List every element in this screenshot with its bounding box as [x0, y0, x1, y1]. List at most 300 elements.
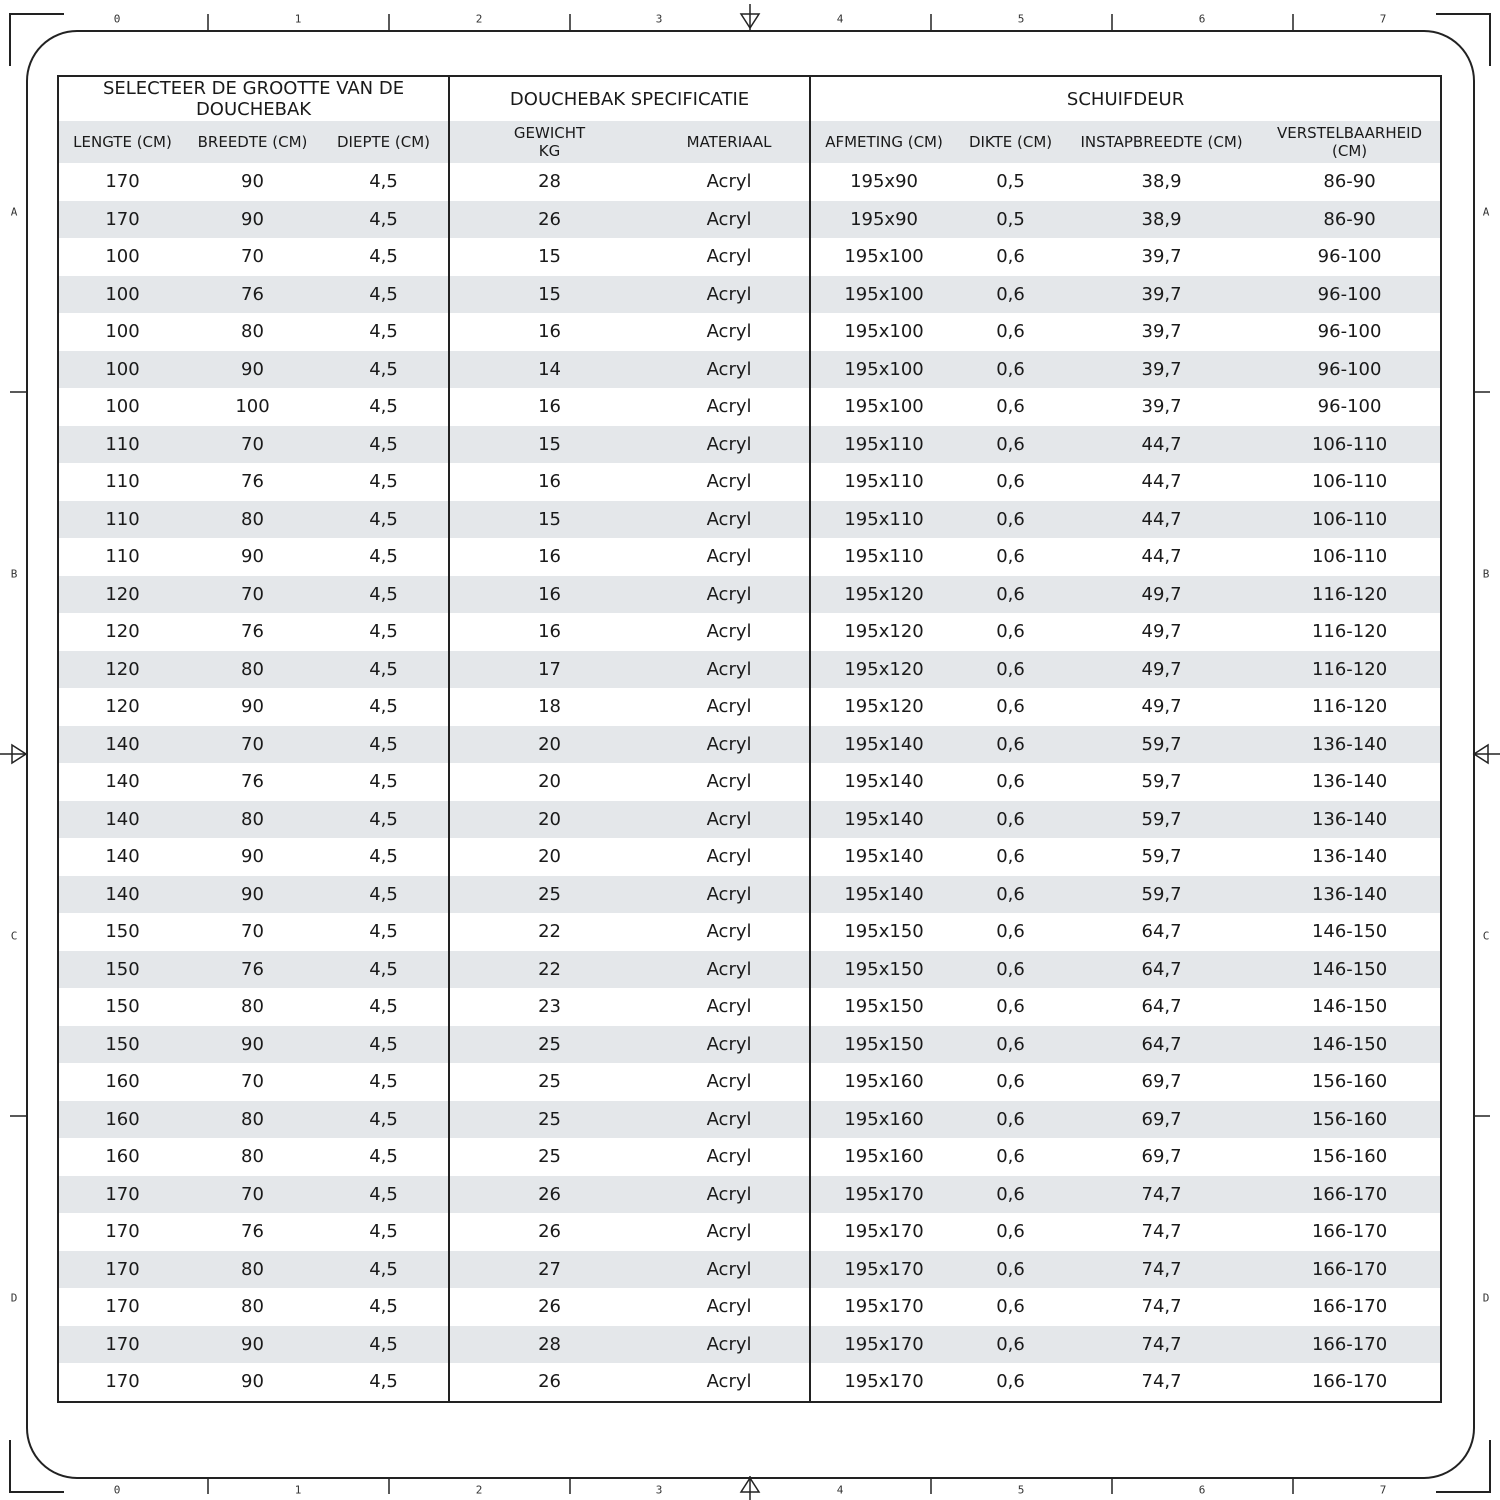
cell-verstelbaarheid: 116-120	[1259, 651, 1441, 689]
cell-breedte: 90	[186, 201, 319, 239]
cell-verstelbaarheid: 96-100	[1317, 246, 1382, 268]
cell-verstelbaarheid: 96-100	[1317, 396, 1382, 418]
zone-label-bottom-2: 2	[475, 1483, 483, 1497]
cell-materiaal: Acryl	[649, 1326, 810, 1364]
cell-instapbreedte: 69,7	[1064, 1101, 1259, 1139]
table-row	[58, 1326, 1441, 1364]
cell-dikte: 0,6	[996, 771, 1025, 793]
table-row	[58, 1213, 1441, 1251]
table-row	[58, 313, 1441, 351]
cell-instapbreedte: 64,7	[1141, 921, 1182, 943]
cell-dikte: 0,6	[996, 696, 1025, 718]
cell-gewicht: 17	[449, 651, 649, 689]
column-header-dikte: DIKTE (CM)	[957, 121, 1064, 163]
cell-afmeting: 195x150	[810, 951, 957, 989]
cell-afmeting: 195x100	[810, 276, 957, 314]
table-row	[58, 276, 1441, 314]
cell-instapbreedte: 49,7	[1064, 576, 1259, 614]
cell-breedte: 90	[241, 546, 264, 568]
cell-verstelbaarheid: 106-110	[1259, 426, 1441, 464]
cell-gewicht: 25	[449, 1101, 649, 1139]
cell-breedte: 80	[186, 1251, 319, 1289]
cell-verstelbaarheid: 116-120	[1311, 696, 1388, 718]
cell-breedte: 76	[241, 621, 264, 643]
cell-lengte: 170	[58, 1326, 186, 1364]
column-header-row	[58, 121, 1441, 163]
cell-gewicht: 25	[449, 1063, 649, 1101]
cell-diepte: 4,5	[319, 651, 449, 689]
group-header-tray-size: SELECTEER DE GROOTTE VAN DE DOUCHEBAK	[58, 76, 449, 121]
cell-instapbreedte: 64,7	[1141, 996, 1182, 1018]
shower-tray-spec-table	[57, 75, 1442, 1403]
cell-materiaal: Acryl	[706, 171, 752, 193]
cell-afmeting: 195x140	[810, 801, 957, 839]
cell-gewicht: 15	[449, 501, 649, 539]
cell-lengte: 110	[105, 546, 140, 568]
cell-instapbreedte: 74,7	[1141, 1371, 1182, 1393]
cell-materiaal: Acryl	[706, 246, 752, 268]
cell-lengte: 120	[105, 621, 140, 643]
cell-materiaal: Acryl	[649, 1176, 810, 1214]
table-row	[58, 351, 1441, 389]
cell-diepte: 4,5	[369, 1071, 398, 1093]
cell-gewicht: 14	[449, 351, 649, 389]
cell-materiaal: Acryl	[706, 1146, 752, 1168]
corner-bracket-bottom-left	[10, 1440, 64, 1492]
cell-verstelbaarheid: 146-150	[1311, 921, 1388, 943]
cell-breedte: 76	[186, 276, 319, 314]
cell-gewicht: 15	[449, 426, 649, 464]
cell-dikte: 0,6	[996, 396, 1025, 418]
cell-verstelbaarheid: 96-100	[1259, 351, 1441, 389]
cell-lengte: 110	[105, 471, 140, 493]
cell-lengte: 170	[58, 1251, 186, 1289]
table-body	[58, 163, 1441, 1402]
cell-verstelbaarheid: 106-110	[1259, 501, 1441, 539]
table-row	[58, 801, 1441, 839]
cell-verstelbaarheid: 156-160	[1311, 1146, 1388, 1168]
cell-afmeting: 195x90	[810, 201, 957, 239]
table-row	[58, 1101, 1441, 1139]
cell-afmeting: 195x170	[810, 1363, 957, 1402]
cell-breedte: 76	[241, 471, 264, 493]
cell-lengte: 170	[58, 201, 186, 239]
cell-dikte: 0,6	[957, 651, 1064, 689]
cell-instapbreedte: 74,7	[1064, 1251, 1259, 1289]
cell-dikte: 0,6	[996, 546, 1025, 568]
table-row	[58, 876, 1441, 914]
cell-breedte: 90	[186, 1326, 319, 1364]
cell-materiaal: Acryl	[649, 426, 810, 464]
cell-verstelbaarheid: 136-140	[1259, 801, 1441, 839]
table-row	[58, 838, 1441, 876]
cell-afmeting: 195x120	[810, 576, 957, 614]
cell-breedte: 76	[241, 1221, 264, 1243]
cell-dikte: 0,6	[996, 996, 1025, 1018]
zone-label-left-a: A	[10, 205, 18, 219]
cell-breedte: 90	[186, 1026, 319, 1064]
cell-verstelbaarheid: 116-120	[1259, 576, 1441, 614]
zone-label-bottom-1: 1	[294, 1483, 302, 1497]
cell-gewicht: 22	[449, 913, 649, 951]
cell-instapbreedte: 74,7	[1141, 1296, 1182, 1318]
cell-diepte: 4,5	[369, 396, 398, 418]
cell-instapbreedte: 59,7	[1141, 771, 1182, 793]
cell-breedte: 80	[241, 1146, 264, 1168]
cell-lengte: 170	[105, 1371, 140, 1393]
table-row	[58, 426, 1441, 464]
cell-materiaal: Acryl	[649, 351, 810, 389]
cell-lengte: 140	[105, 846, 140, 868]
cell-dikte: 0,6	[957, 1176, 1064, 1214]
table-row	[58, 388, 1441, 426]
table-row	[58, 163, 1441, 201]
cell-afmeting: 195x150	[810, 988, 957, 1026]
cell-diepte: 4,5	[319, 1176, 449, 1214]
cell-materiaal: Acryl	[706, 1221, 752, 1243]
cell-afmeting: 195x100	[810, 313, 957, 351]
cell-materiaal: Acryl	[706, 921, 752, 943]
cell-gewicht: 25	[449, 1138, 649, 1176]
cell-instapbreedte: 49,7	[1064, 651, 1259, 689]
cell-instapbreedte: 44,7	[1141, 471, 1182, 493]
cell-breedte: 70	[186, 726, 319, 764]
cell-gewicht: 26	[449, 1176, 649, 1214]
cell-gewicht: 18	[449, 688, 649, 726]
cell-verstelbaarheid: 156-160	[1259, 1101, 1441, 1139]
column-header-diepte: DIEPTE (CM)	[319, 121, 449, 163]
cell-materiaal: Acryl	[649, 726, 810, 764]
cell-verstelbaarheid: 106-110	[1311, 471, 1388, 493]
table-row	[58, 651, 1441, 689]
cell-materiaal: Acryl	[649, 651, 810, 689]
cell-verstelbaarheid: 146-150	[1311, 996, 1388, 1018]
cell-afmeting: 195x100	[810, 238, 957, 276]
corner-bracket-top-right	[1436, 14, 1490, 66]
zone-label-left-d: D	[10, 1291, 18, 1305]
table-row	[58, 688, 1441, 726]
zone-label-top-5: 5	[1017, 12, 1025, 26]
center-arrow-bottom	[741, 1476, 759, 1500]
cell-materiaal: Acryl	[706, 996, 752, 1018]
cell-verstelbaarheid: 146-150	[1259, 951, 1441, 989]
cell-lengte: 100	[58, 276, 186, 314]
cell-instapbreedte: 69,7	[1141, 1071, 1182, 1093]
column-header-lengte: LENGTE (CM)	[58, 121, 186, 163]
zone-label-bottom-6: 6	[1198, 1483, 1206, 1497]
cell-instapbreedte: 49,7	[1141, 696, 1182, 718]
cell-afmeting: 195x110	[810, 501, 957, 539]
cell-materiaal: Acryl	[649, 801, 810, 839]
cell-dikte: 0,6	[957, 426, 1064, 464]
cell-materiaal: Acryl	[706, 771, 752, 793]
cell-instapbreedte: 69,7	[1141, 1146, 1182, 1168]
cell-dikte: 0,6	[996, 321, 1025, 343]
cell-materiaal: Acryl	[706, 321, 752, 343]
cell-diepte: 4,5	[369, 1146, 398, 1168]
cell-materiaal: Acryl	[706, 471, 752, 493]
cell-lengte: 140	[105, 771, 140, 793]
cell-afmeting: 195x170	[810, 1288, 957, 1326]
table-row	[58, 1288, 1441, 1326]
cell-instapbreedte: 39,7	[1141, 396, 1182, 418]
zone-label-bottom-3: 3	[655, 1483, 663, 1497]
cell-diepte: 4,5	[319, 801, 449, 839]
cell-diepte: 4,5	[319, 1026, 449, 1064]
table-row	[58, 726, 1441, 764]
cell-diepte: 4,5	[369, 1296, 398, 1318]
cell-breedte: 70	[241, 1071, 264, 1093]
cell-dikte: 0,5	[957, 201, 1064, 239]
corner-bracket-bottom-right	[1436, 1440, 1490, 1492]
cell-verstelbaarheid: 136-140	[1259, 876, 1441, 914]
center-arrow-top	[741, 4, 759, 30]
cell-lengte: 150	[105, 996, 140, 1018]
cell-afmeting: 195x160	[810, 1138, 957, 1176]
cell-breedte: 90	[186, 876, 319, 914]
cell-lengte: 100	[58, 351, 186, 389]
cell-lengte: 140	[58, 876, 186, 914]
cell-gewicht: 20	[449, 801, 649, 839]
cell-verstelbaarheid: 86-90	[1323, 171, 1376, 193]
cell-materiaal: Acryl	[706, 546, 752, 568]
cell-dikte: 0,6	[957, 501, 1064, 539]
cell-lengte: 100	[105, 321, 140, 343]
cell-materiaal: Acryl	[649, 501, 810, 539]
column-header-instapbreedte: INSTAPBREEDTE (CM)	[1064, 121, 1259, 163]
cell-afmeting: 195x170	[810, 1213, 957, 1251]
cell-verstelbaarheid: 136-140	[1311, 846, 1388, 868]
cell-materiaal: Acryl	[706, 1371, 752, 1393]
cell-diepte: 4,5	[319, 726, 449, 764]
cell-lengte: 170	[105, 171, 140, 193]
cell-breedte: 70	[186, 576, 319, 614]
cell-materiaal: Acryl	[706, 396, 752, 418]
cell-instapbreedte: 39,7	[1141, 246, 1182, 268]
cell-diepte: 4,5	[319, 1251, 449, 1289]
table-row	[58, 913, 1441, 951]
cell-afmeting: 195x120	[810, 651, 957, 689]
cell-breedte: 76	[186, 951, 319, 989]
column-header-gewicht: GEWICHT KG	[449, 121, 649, 163]
cell-dikte: 0,6	[996, 1071, 1025, 1093]
cell-diepte: 4,5	[369, 471, 398, 493]
cell-afmeting: 195x120	[810, 688, 957, 726]
cell-dikte: 0,6	[957, 951, 1064, 989]
cell-diepte: 4,5	[319, 501, 449, 539]
cell-verstelbaarheid: 116-120	[1311, 621, 1388, 643]
zone-label-bottom-0: 0	[113, 1483, 121, 1497]
cell-dikte: 0,6	[957, 876, 1064, 914]
cell-breedte: 90	[186, 351, 319, 389]
cell-gewicht: 20	[449, 763, 649, 801]
cell-dikte: 0,6	[996, 1296, 1025, 1318]
group-header-row	[58, 76, 1441, 121]
cell-materiaal: Acryl	[649, 876, 810, 914]
cell-afmeting: 195x120	[810, 613, 957, 651]
cell-instapbreedte: 38,9	[1141, 171, 1182, 193]
cell-diepte: 4,5	[369, 996, 398, 1018]
cell-lengte: 110	[58, 426, 186, 464]
cell-afmeting: 195x160	[810, 1063, 957, 1101]
cell-dikte: 0,6	[996, 246, 1025, 268]
cell-instapbreedte: 74,7	[1141, 1221, 1182, 1243]
table-row	[58, 763, 1441, 801]
table-row	[58, 1363, 1441, 1402]
cell-verstelbaarheid: 136-140	[1311, 771, 1388, 793]
cell-afmeting: 195x150	[810, 1026, 957, 1064]
table-row	[58, 201, 1441, 239]
zone-label-right-c: C	[1482, 929, 1490, 943]
cell-breedte: 70	[186, 1176, 319, 1214]
zone-label-left-c: C	[10, 929, 18, 943]
cell-breedte: 90	[241, 846, 264, 868]
cell-lengte: 150	[58, 951, 186, 989]
table-row	[58, 501, 1441, 539]
cell-breedte: 90	[241, 696, 264, 718]
table-row	[58, 1138, 1441, 1176]
cell-breedte: 70	[241, 246, 264, 268]
cell-lengte: 120	[58, 651, 186, 689]
table-row	[58, 463, 1441, 501]
cell-dikte: 0,6	[957, 726, 1064, 764]
cell-breedte: 90	[241, 1371, 264, 1393]
cell-afmeting: 195x170	[810, 1251, 957, 1289]
cell-gewicht: 16	[449, 313, 649, 351]
cell-gewicht: 16	[449, 613, 649, 651]
cell-instapbreedte: 38,9	[1064, 201, 1259, 239]
cell-verstelbaarheid: 86-90	[1259, 201, 1441, 239]
cell-afmeting: 195x160	[810, 1101, 957, 1139]
cell-diepte: 4,5	[369, 921, 398, 943]
cell-dikte: 0,6	[996, 1221, 1025, 1243]
column-header-afmeting: AFMETING (CM)	[810, 121, 957, 163]
cell-gewicht: 16	[449, 388, 649, 426]
cell-instapbreedte: 59,7	[1064, 726, 1259, 764]
cell-breedte: 80	[186, 501, 319, 539]
cell-verstelbaarheid: 96-100	[1317, 321, 1382, 343]
cell-diepte: 4,5	[319, 201, 449, 239]
cell-lengte: 100	[105, 246, 140, 268]
cell-instapbreedte: 64,7	[1064, 1026, 1259, 1064]
cell-lengte: 100	[105, 396, 140, 418]
cell-lengte: 110	[58, 501, 186, 539]
cell-gewicht: 26	[449, 201, 649, 239]
zone-label-right-a: A	[1482, 205, 1490, 219]
group-header-sliding-door: SCHUIFDEUR	[810, 76, 1441, 121]
center-arrow-right	[1474, 745, 1500, 763]
cell-afmeting: 195x140	[810, 763, 957, 801]
cell-gewicht: 28	[449, 1326, 649, 1364]
cell-breedte: 70	[186, 426, 319, 464]
cell-diepte: 4,5	[319, 876, 449, 914]
cell-gewicht: 16	[449, 576, 649, 614]
cell-verstelbaarheid: 166-170	[1311, 1221, 1388, 1243]
cell-gewicht: 22	[449, 951, 649, 989]
cell-instapbreedte: 39,7	[1141, 321, 1182, 343]
cell-materiaal: Acryl	[706, 846, 752, 868]
cell-materiaal: Acryl	[649, 1101, 810, 1139]
cell-diepte: 4,5	[369, 621, 398, 643]
zone-label-left-b: B	[10, 567, 18, 581]
zone-label-bottom-5: 5	[1017, 1483, 1025, 1497]
cell-diepte: 4,5	[319, 351, 449, 389]
cell-instapbreedte: 74,7	[1064, 1176, 1259, 1214]
cell-verstelbaarheid: 166-170	[1259, 1176, 1441, 1214]
cell-gewicht: 16	[449, 463, 649, 501]
cell-lengte: 160	[58, 1101, 186, 1139]
cell-diepte: 4,5	[319, 1326, 449, 1364]
cell-dikte: 0,6	[996, 621, 1025, 643]
cell-verstelbaarheid: 166-170	[1259, 1326, 1441, 1364]
cell-gewicht: 16	[449, 538, 649, 576]
cell-breedte: 80	[241, 321, 264, 343]
cell-diepte: 4,5	[369, 546, 398, 568]
cell-gewicht: 28	[449, 163, 649, 201]
cell-lengte: 120	[105, 696, 140, 718]
cell-lengte: 170	[105, 1221, 140, 1243]
column-header-materiaal: MATERIAAL	[649, 121, 810, 163]
cell-dikte: 0,6	[957, 1101, 1064, 1139]
cell-instapbreedte: 39,7	[1064, 276, 1259, 314]
cell-gewicht: 25	[449, 876, 649, 914]
cell-dikte: 0,6	[996, 846, 1025, 868]
zone-label-bottom-4: 4	[836, 1483, 844, 1497]
cell-lengte: 170	[58, 1176, 186, 1214]
cell-materiaal: Acryl	[706, 696, 752, 718]
cell-instapbreedte: 44,7	[1064, 426, 1259, 464]
cell-gewicht: 15	[449, 276, 649, 314]
cell-diepte: 4,5	[369, 846, 398, 868]
cell-afmeting: 195x150	[810, 913, 957, 951]
cell-afmeting: 195x110	[810, 426, 957, 464]
table-row	[58, 1026, 1441, 1064]
cell-diepte: 4,5	[369, 771, 398, 793]
zone-label-top-4: 4	[836, 12, 844, 26]
cell-materiaal: Acryl	[649, 276, 810, 314]
cell-diepte: 4,5	[369, 1371, 398, 1393]
cell-materiaal: Acryl	[649, 1251, 810, 1289]
cell-verstelbaarheid: 166-170	[1259, 1251, 1441, 1289]
cell-diepte: 4,5	[369, 321, 398, 343]
cell-materiaal: Acryl	[706, 1296, 752, 1318]
cell-breedte: 80	[241, 996, 264, 1018]
cell-instapbreedte: 49,7	[1141, 621, 1182, 643]
cell-verstelbaarheid: 106-110	[1311, 546, 1388, 568]
cell-instapbreedte: 59,7	[1064, 876, 1259, 914]
cell-instapbreedte: 64,7	[1064, 951, 1259, 989]
cell-instapbreedte: 59,7	[1141, 846, 1182, 868]
zone-label-top-3: 3	[655, 12, 663, 26]
cell-materiaal: Acryl	[649, 576, 810, 614]
cell-dikte: 0,6	[957, 276, 1064, 314]
cell-lengte: 170	[105, 1296, 140, 1318]
group-header-tray-spec: DOUCHEBAK SPECIFICATIE	[449, 76, 810, 121]
cell-materiaal: Acryl	[649, 951, 810, 989]
cell-dikte: 0,6	[957, 1326, 1064, 1364]
column-header-breedte: BREEDTE (CM)	[186, 121, 319, 163]
cell-breedte: 76	[241, 771, 264, 793]
cell-diepte: 4,5	[369, 1221, 398, 1243]
cell-materiaal: Acryl	[649, 1026, 810, 1064]
table-row	[58, 538, 1441, 576]
cell-instapbreedte: 74,7	[1064, 1326, 1259, 1364]
column-header-verstelbaarheid: VERSTELBAARHEID (CM)	[1259, 121, 1441, 163]
table-row	[58, 951, 1441, 989]
cell-gewicht: 26	[449, 1288, 649, 1326]
cell-dikte: 0,6	[957, 576, 1064, 614]
cell-breedte: 90	[241, 171, 264, 193]
